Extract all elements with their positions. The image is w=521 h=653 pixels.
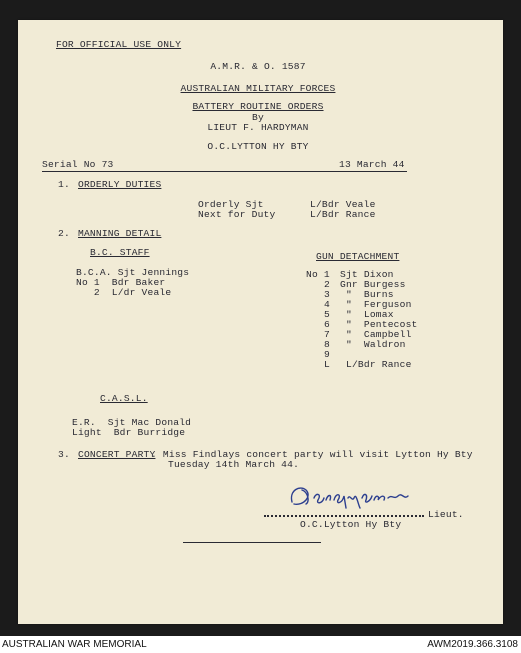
gun-name: L/Bdr Rance (346, 359, 412, 370)
gun-no: No 1 (306, 269, 330, 280)
gun-name: " Waldron (346, 339, 406, 350)
gun-no: 5 (324, 309, 330, 320)
section-3-text: . Miss Findlays concert party will visit Lytton Hy Bty (151, 449, 473, 460)
archive-reference: AWM2019.366.3108 (427, 639, 518, 650)
gun-name: " Campbell (346, 329, 412, 340)
gun-no: 6 (324, 319, 330, 330)
gun-name: Sjt Dixon (340, 269, 394, 280)
casl-heading: C.A.S.L. (100, 393, 148, 404)
archive-footer (0, 636, 521, 653)
bc-staff-row: 2 L/dr Veale (76, 287, 172, 298)
duty-name: L/Bdr Rance (310, 209, 376, 220)
section-2-number: 2. (58, 228, 70, 239)
gun-no: 7 (324, 329, 330, 340)
section-3-number: 3. (58, 449, 70, 460)
section-1-number: 1. (58, 179, 70, 190)
signature-rank: Lieut. (428, 509, 464, 520)
section-1-heading: ORDERLY DUTIES (78, 179, 162, 190)
gun-name: " Pentecost (346, 319, 418, 330)
bc-staff-row: No 1 Bdr Baker (76, 277, 166, 288)
orders-title: BATTERY ROUTINE ORDERS (192, 101, 324, 112)
reference-number: A.M.R. & O. 1587 (210, 61, 306, 72)
gun-no: 4 (324, 299, 330, 310)
gun-name: " Burns (346, 289, 394, 300)
document-page (18, 20, 503, 624)
section-3-text: Tuesday 14th March 44. (168, 459, 300, 470)
order-date: 13 March 44 (339, 159, 405, 170)
signature-unit: O.C.Lytton Hy Bty (300, 519, 402, 530)
casl-row: E.R. Sjt Mac Donald (72, 417, 192, 428)
unit-name: O.C.LYTTON HY BTY (207, 141, 309, 152)
gun-no: 8 (324, 339, 330, 350)
gun-detachment-heading: GUN DETACHMENT (316, 251, 400, 262)
serial-number: Serial No 73 (42, 159, 114, 170)
header-divider (42, 171, 407, 172)
header-title: AUSTRALIAN MILITARY FORCES (180, 83, 336, 94)
gun-no: 3 (324, 289, 330, 300)
officer-name: LIEUT F. HARDYMAN (207, 122, 309, 133)
duty-role: Next for Duty (198, 209, 276, 220)
bc-staff-row: B.C.A. Sjt Jennings (76, 267, 190, 278)
gun-no: 2 (324, 279, 330, 290)
closing-rule (183, 542, 321, 543)
signature-line (264, 515, 424, 517)
gun-name: " Ferguson (346, 299, 412, 310)
casl-row: Light Bdr Burridge (72, 427, 186, 438)
gun-name: Gnr Burgess (340, 279, 406, 290)
section-3-heading: CONCERT PARTY (78, 449, 156, 460)
archive-name: AUSTRALIAN WAR MEMORIAL (2, 639, 147, 650)
gun-no: 9 (324, 349, 330, 360)
gun-name: " Lomax (346, 309, 394, 320)
gun-no: L (324, 359, 330, 370)
classification-label: FOR OFFICIAL USE ONLY (56, 39, 182, 50)
bc-staff-heading: B.C. STAFF (90, 247, 150, 258)
handwritten-signature (286, 482, 432, 512)
section-2-heading: MANNING DETAIL (78, 228, 162, 239)
duty-role: Orderly Sjt (198, 199, 264, 210)
by-label: By (252, 112, 264, 123)
duty-name: L/Bdr Veale (310, 199, 376, 210)
